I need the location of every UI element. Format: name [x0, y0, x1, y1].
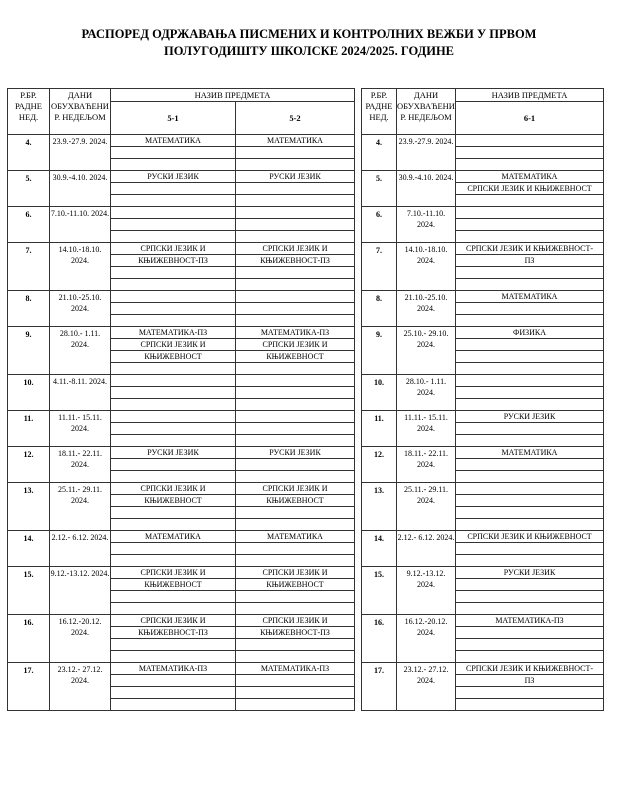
week-number: 17. — [8, 663, 50, 711]
subject-cell — [456, 627, 604, 639]
subject-cell: СРПСКИ ЈЕЗИК И КЊИЖЕВНОСТ — [456, 183, 604, 195]
subject-cell — [456, 315, 604, 327]
subject-cell: СРПСКИ ЈЕЗИК И — [111, 483, 236, 495]
schedule-table-6th-grade — [361, 88, 604, 711]
week-dates: 21.10.-25.10. 2024. — [50, 291, 111, 327]
week-dates: 28.10.- 1.11. 2024. — [50, 327, 111, 375]
subject-cell: КЊИЖЕВНОСТ — [111, 495, 236, 507]
subject-cell: МАТЕМАТИКА — [236, 135, 355, 147]
week-number: 10. — [362, 375, 397, 411]
week-row — [362, 531, 604, 543]
subject-cell — [456, 195, 604, 207]
subject-cell — [456, 207, 604, 219]
subject-cell — [456, 159, 604, 171]
subject-cell — [456, 435, 604, 447]
subject-cell — [456, 687, 604, 699]
week-dates: 23.9.-27.9. 2024. — [50, 135, 111, 171]
subject-cell: ПЗ — [456, 255, 604, 267]
subject-cell — [456, 651, 604, 663]
subject-cell: СРПСКИ ЈЕЗИК И КЊИЖЕВНОСТ — [456, 531, 604, 543]
subject-cell — [111, 591, 236, 603]
subject-cell — [111, 555, 236, 567]
subject-cell — [456, 519, 604, 531]
subject-cell: КЊИЖЕВНОСТ-ПЗ — [236, 255, 355, 267]
week-row — [362, 663, 604, 675]
week-row — [8, 567, 355, 579]
week-row — [362, 483, 604, 495]
week-dates: 9.12.-13.12. 2024. — [50, 567, 111, 615]
week-number: 6. — [362, 207, 397, 243]
subject-cell — [111, 147, 236, 159]
subject-cell — [456, 507, 604, 519]
subject-cell — [236, 363, 355, 375]
week-number: 10. — [8, 375, 50, 411]
subject-cell — [456, 483, 604, 495]
week-number: 15. — [362, 567, 397, 615]
subject-cell: РУСКИ ЈЕЗИК — [111, 447, 236, 459]
subject-cell: ФИЗИКА — [456, 327, 604, 339]
week-number: 13. — [362, 483, 397, 531]
header-subject: НАЗИВ ПРЕДМЕТА — [456, 89, 604, 102]
week-row — [8, 411, 355, 423]
week-row — [8, 615, 355, 627]
subject-cell — [111, 267, 236, 279]
subject-cell — [236, 279, 355, 291]
subject-cell — [111, 459, 236, 471]
header-week-no: Р.БР. РАДНЕ НЕД. — [8, 89, 50, 135]
title-line-1: РАСПОРЕД ОДРЖАВАЊА ПИСМЕНИХ И КОНТРОЛНИХ ВЕЖБИ У ПРВОМ — [81, 27, 537, 41]
subject-cell — [456, 579, 604, 591]
subject-cell — [236, 183, 355, 195]
week-row — [362, 135, 604, 147]
subject-cell: РУСКИ ЈЕЗИК — [236, 171, 355, 183]
week-dates: 11.11.- 15.11. 2024. — [397, 411, 456, 447]
week-number: 12. — [362, 447, 397, 483]
week-dates: 28.10.- 1.11. 2024. — [397, 375, 456, 411]
subject-cell — [236, 387, 355, 399]
subject-cell — [236, 375, 355, 387]
week-row — [8, 243, 355, 255]
subject-cell — [456, 495, 604, 507]
subject-cell: СРПСКИ ЈЕЗИК И КЊИЖЕВНОСТ- — [456, 243, 604, 255]
subject-cell — [456, 303, 604, 315]
week-number: 13. — [8, 483, 50, 531]
subject-cell — [456, 399, 604, 411]
subject-cell — [111, 375, 236, 387]
subject-cell — [111, 303, 236, 315]
subject-cell — [456, 423, 604, 435]
subject-cell: СРПСКИ ЈЕЗИК И — [111, 567, 236, 579]
subject-cell — [236, 699, 355, 711]
week-number: 14. — [362, 531, 397, 567]
subject-cell: РУСКИ ЈЕЗИК — [236, 447, 355, 459]
header-dates: ДАНИ ОБУХВАЋЕНИ Р. НЕДЕЉОМ — [50, 89, 111, 135]
subject-cell — [236, 603, 355, 615]
week-row — [8, 663, 355, 675]
subject-cell — [111, 159, 236, 171]
week-row — [8, 447, 355, 459]
subject-cell — [456, 135, 604, 147]
week-dates: 16.12.-20.12. 2024. — [397, 615, 456, 663]
week-number: 16. — [8, 615, 50, 663]
week-row — [362, 327, 604, 339]
subject-cell: МАТЕМАТИКА — [456, 447, 604, 459]
subject-cell: СРПСКИ ЈЕЗИК И — [111, 243, 236, 255]
header-class-5-2: 5-2 — [236, 102, 355, 135]
subject-cell — [236, 519, 355, 531]
subject-cell: МАТЕМАТИКА — [236, 531, 355, 543]
week-dates: 23.12.- 27.12. 2024. — [50, 663, 111, 711]
week-number: 8. — [8, 291, 50, 327]
week-row — [362, 447, 604, 459]
week-row — [362, 567, 604, 579]
week-dates: 2.12.- 6.12. 2024. — [397, 531, 456, 567]
subject-cell: КЊИЖЕВНОСТ-ПЗ — [236, 627, 355, 639]
subject-cell — [456, 147, 604, 159]
week-number: 6. — [8, 207, 50, 243]
subject-cell: КЊИЖЕВНОСТ — [236, 495, 355, 507]
subject-cell — [236, 303, 355, 315]
subject-cell: МАТЕМАТИКА — [456, 171, 604, 183]
week-row — [8, 135, 355, 147]
subject-cell — [236, 267, 355, 279]
subject-cell — [111, 543, 236, 555]
subject-cell — [111, 639, 236, 651]
week-dates: 18.11.- 22.11. 2024. — [50, 447, 111, 483]
subject-cell — [111, 363, 236, 375]
subject-cell: КЊИЖЕВНОСТ — [236, 579, 355, 591]
subject-cell: ПЗ — [456, 675, 604, 687]
subject-cell — [456, 387, 604, 399]
subject-cell: СРПСКИ ЈЕЗИК И — [236, 615, 355, 627]
header-subject: НАЗИВ ПРЕДМЕТА — [111, 89, 355, 102]
page-title — [0, 26, 618, 60]
subject-cell: КЊИЖЕВНОСТ — [111, 351, 236, 363]
subject-cell — [236, 219, 355, 231]
week-number: 15. — [8, 567, 50, 615]
subject-cell — [456, 639, 604, 651]
subject-cell — [236, 507, 355, 519]
subject-cell — [111, 207, 236, 219]
subject-cell — [236, 423, 355, 435]
subject-cell — [236, 459, 355, 471]
week-row — [8, 171, 355, 183]
subject-cell: МАТЕМАТИКА-ПЗ — [111, 663, 236, 675]
week-dates: 18.11.- 22.11. 2024. — [397, 447, 456, 483]
subject-cell — [236, 399, 355, 411]
subject-cell — [236, 435, 355, 447]
subject-cell — [111, 507, 236, 519]
subject-cell: МАТЕМАТИКА-ПЗ — [456, 615, 604, 627]
header-dates: ДАНИ ОБУХВАЋЕНИ Р. НЕДЕЉОМ — [397, 89, 456, 135]
subject-cell — [456, 555, 604, 567]
subject-cell: МАТЕМАТИКА-ПЗ — [236, 663, 355, 675]
subject-cell — [111, 471, 236, 483]
week-dates: 21.10.-25.10. 2024. — [397, 291, 456, 327]
subject-cell — [111, 423, 236, 435]
subject-cell: МАТЕМАТИКА — [111, 531, 236, 543]
subject-cell — [111, 687, 236, 699]
week-row — [8, 483, 355, 495]
subject-cell: РУСКИ ЈЕЗИК — [456, 567, 604, 579]
subject-cell: КЊИЖЕВНОСТ — [236, 351, 355, 363]
subject-cell — [111, 183, 236, 195]
week-number: 4. — [362, 135, 397, 171]
subject-cell: МАТЕМАТИКА — [456, 291, 604, 303]
subject-cell: КЊИЖЕВНОСТ — [111, 579, 236, 591]
subject-cell — [111, 519, 236, 531]
subject-cell — [111, 291, 236, 303]
subject-cell — [456, 363, 604, 375]
week-dates: 16.12.-20.12. 2024. — [50, 615, 111, 663]
week-dates: 14.10.-18.10. 2024. — [50, 243, 111, 291]
week-number: 9. — [8, 327, 50, 375]
subject-cell — [236, 159, 355, 171]
week-number: 9. — [362, 327, 397, 375]
subject-cell — [111, 411, 236, 423]
subject-cell — [236, 687, 355, 699]
subject-cell: МАТЕМАТИКА-ПЗ — [111, 327, 236, 339]
week-number: 11. — [362, 411, 397, 447]
subject-cell — [456, 267, 604, 279]
week-dates: 14.10.-18.10. 2024. — [397, 243, 456, 291]
subject-cell — [236, 411, 355, 423]
week-row — [8, 375, 355, 387]
subject-cell: МАТЕМАТИКА-ПЗ — [236, 327, 355, 339]
subject-cell — [456, 603, 604, 615]
week-row — [362, 291, 604, 303]
subject-cell — [111, 603, 236, 615]
week-number: 17. — [362, 663, 397, 711]
week-dates: 23.12.- 27.12. 2024. — [397, 663, 456, 711]
week-dates: 2.12.- 6.12. 2024. — [50, 531, 111, 567]
subject-cell — [111, 279, 236, 291]
subject-cell — [111, 231, 236, 243]
subject-cell — [111, 651, 236, 663]
week-row — [8, 531, 355, 543]
week-row — [362, 171, 604, 183]
subject-cell — [111, 675, 236, 687]
subject-cell — [456, 471, 604, 483]
subject-cell: РУСКИ ЈЕЗИК — [111, 171, 236, 183]
week-number: 4. — [8, 135, 50, 171]
week-dates: 9.12.-13.12. 2024. — [397, 567, 456, 615]
subject-cell: СРПСКИ ЈЕЗИК И — [236, 483, 355, 495]
week-dates: 30.9.-4.10. 2024. — [50, 171, 111, 207]
subject-cell: КЊИЖЕВНОСТ-ПЗ — [111, 627, 236, 639]
week-row — [362, 375, 604, 387]
week-row — [8, 207, 355, 219]
subject-cell — [456, 351, 604, 363]
subject-cell: СРПСКИ ЈЕЗИК И КЊИЖЕВНОСТ- — [456, 663, 604, 675]
week-row — [8, 291, 355, 303]
subject-cell — [236, 555, 355, 567]
subject-cell — [456, 219, 604, 231]
subject-cell — [236, 543, 355, 555]
week-row — [362, 207, 604, 219]
header-week-no: Р.БР. РАДНЕ НЕД. — [362, 89, 397, 135]
week-row — [362, 411, 604, 423]
subject-cell: СРПСКИ ЈЕЗИК И — [111, 339, 236, 351]
subject-cell — [456, 591, 604, 603]
week-number: 5. — [8, 171, 50, 207]
subject-cell — [236, 231, 355, 243]
week-number: 7. — [362, 243, 397, 291]
subject-cell — [456, 231, 604, 243]
week-row — [362, 243, 604, 255]
week-dates: 11.11.- 15.11. 2024. — [50, 411, 111, 447]
subject-cell: МАТЕМАТИКА — [111, 135, 236, 147]
subject-cell: СРПСКИ ЈЕЗИК И — [236, 243, 355, 255]
subject-cell — [236, 675, 355, 687]
subject-cell: РУСКИ ЈЕЗИК — [456, 411, 604, 423]
subject-cell — [236, 195, 355, 207]
week-number: 14. — [8, 531, 50, 567]
subject-cell: КЊИЖЕВНОСТ-ПЗ — [111, 255, 236, 267]
subject-cell — [111, 435, 236, 447]
week-number: 5. — [362, 171, 397, 207]
subject-cell — [111, 699, 236, 711]
week-row — [362, 615, 604, 627]
week-row — [8, 327, 355, 339]
week-number: 11. — [8, 411, 50, 447]
subject-cell — [236, 315, 355, 327]
subject-cell — [456, 375, 604, 387]
subject-cell — [236, 147, 355, 159]
subject-cell — [456, 279, 604, 291]
subject-cell — [236, 591, 355, 603]
subject-cell — [111, 195, 236, 207]
week-dates: 7.10.-11.10. 2024. — [50, 207, 111, 243]
subject-cell: СРПСКИ ЈЕЗИК И — [236, 339, 355, 351]
subject-cell — [236, 471, 355, 483]
subject-cell: СРПСКИ ЈЕЗИК И — [236, 567, 355, 579]
week-number: 7. — [8, 243, 50, 291]
subject-cell — [236, 639, 355, 651]
week-dates: 4.11.-8.11. 2024. — [50, 375, 111, 411]
subject-cell — [236, 651, 355, 663]
subject-cell — [111, 387, 236, 399]
schedule-table-5th-grade — [7, 88, 355, 711]
week-number: 8. — [362, 291, 397, 327]
subject-cell — [456, 459, 604, 471]
subject-cell — [111, 219, 236, 231]
subject-cell: СРПСКИ ЈЕЗИК И — [111, 615, 236, 627]
week-dates: 23.9.-27.9. 2024. — [397, 135, 456, 171]
subject-cell — [111, 315, 236, 327]
header-class-5-1: 5-1 — [111, 102, 236, 135]
week-dates: 25.11.- 29.11. 2024. — [50, 483, 111, 531]
title-line-2: ПОЛУГОДИШТУ ШКОЛСКЕ 2024/2025. ГОДИНЕ — [163, 44, 455, 58]
subject-cell — [111, 399, 236, 411]
week-number: 12. — [8, 447, 50, 483]
header-class-6-1: 6-1 — [456, 102, 604, 135]
week-number: 16. — [362, 615, 397, 663]
subject-cell — [456, 543, 604, 555]
week-dates: 7.10.-11.10. 2024. — [397, 207, 456, 243]
week-dates: 25.11.- 29.11. 2024. — [397, 483, 456, 531]
week-dates: 30.9.-4.10. 2024. — [397, 171, 456, 207]
subject-cell — [456, 699, 604, 711]
week-dates: 25.10.- 29.10. 2024. — [397, 327, 456, 375]
subject-cell — [236, 207, 355, 219]
subject-cell — [456, 339, 604, 351]
subject-cell — [236, 291, 355, 303]
